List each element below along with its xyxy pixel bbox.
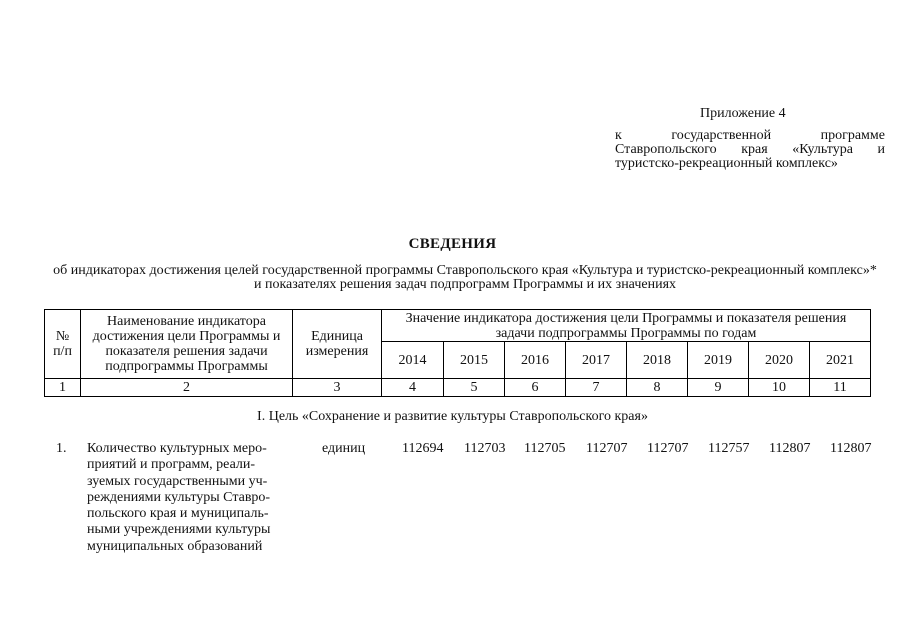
- section-title: I. Цель «Сохранение и развитие культуры Ставропольского края»: [257, 409, 648, 424]
- header-unit: Единица измерения: [293, 310, 382, 379]
- header-year: 2019: [688, 342, 749, 379]
- row-value-2016: 112705: [524, 441, 566, 456]
- header-num: № п/п: [45, 310, 81, 379]
- column-number: 6: [505, 379, 566, 397]
- row-value-2021: 112807: [830, 441, 872, 456]
- header-year: 2014: [382, 342, 444, 379]
- column-number: 5: [444, 379, 505, 397]
- row-value-2017: 112707: [586, 441, 628, 456]
- header-year: 2021: [810, 342, 871, 379]
- header-year: 2016: [505, 342, 566, 379]
- column-number: 8: [627, 379, 688, 397]
- row-value-2019: 112757: [708, 441, 750, 456]
- header-year: 2017: [566, 342, 627, 379]
- header-year: 2020: [749, 342, 810, 379]
- row-value-2018: 112707: [647, 441, 689, 456]
- appendix-label: Приложение 4: [700, 106, 786, 121]
- row-unit: единиц: [322, 441, 366, 456]
- row-indicator-name: Количество культурных меро- приятий и программ, реали- зуемых государственными уч- реждениями культуры Ставро- польского края и муниципаль- ными учреждениями культуры муниципальных образований: [87, 441, 271, 554]
- column-number: 2: [81, 379, 293, 397]
- row-value-2015: 112703: [464, 441, 506, 456]
- column-number: 3: [293, 379, 382, 397]
- row-value-2020: 112807: [769, 441, 811, 456]
- row-number: 1.: [56, 441, 67, 456]
- indicators-table: [44, 309, 871, 397]
- document-title: СВЕДЕНИЯ: [408, 236, 497, 252]
- column-number: 7: [566, 379, 627, 397]
- header-year: 2015: [444, 342, 505, 379]
- column-number: 1: [45, 379, 81, 397]
- appendix-text: к государственной программе Ставропольского края «Культура и туристско-рекреационный комплекс»: [615, 128, 885, 171]
- document-subtitle: об индикаторах достижения целей государственной программы Ставропольского края «Культура и туристско-рекреационный комплекс»* и показателях решения задач подпрограмм Программы и их значениях: [53, 263, 877, 292]
- column-number: 10: [749, 379, 810, 397]
- row-value-2014: 112694: [402, 441, 444, 456]
- column-number: 11: [810, 379, 871, 397]
- column-number: 4: [382, 379, 444, 397]
- header-name: Наименование индикатора достижения цели Программы и показателя решения задачи подпрограммы Программы: [81, 310, 293, 379]
- header-values: Значение индикатора достижения цели Программы и показателя решения задачи подпрограммы Программы по годам: [382, 310, 871, 342]
- header-year: 2018: [627, 342, 688, 379]
- column-number: 9: [688, 379, 749, 397]
